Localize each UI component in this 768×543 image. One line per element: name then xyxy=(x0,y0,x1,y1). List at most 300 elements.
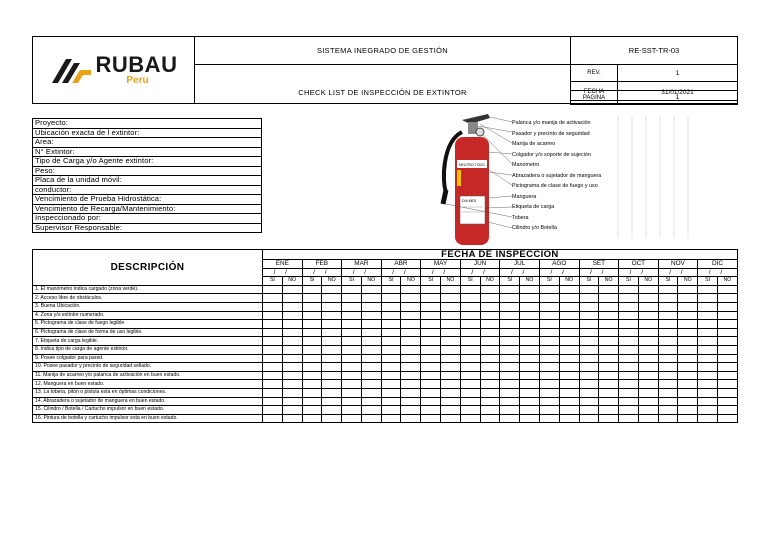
check-cell[interactable] xyxy=(698,328,718,337)
check-cell[interactable] xyxy=(599,406,619,415)
check-cell[interactable] xyxy=(282,354,302,363)
check-cell[interactable] xyxy=(441,294,461,303)
check-cell[interactable] xyxy=(658,354,678,363)
check-cell[interactable] xyxy=(322,397,342,406)
check-cell[interactable] xyxy=(342,388,362,397)
check-cell[interactable] xyxy=(539,354,559,363)
check-cell[interactable] xyxy=(460,345,480,354)
check-cell[interactable] xyxy=(401,414,421,423)
check-cell[interactable] xyxy=(302,285,322,294)
check-cell[interactable] xyxy=(619,328,639,337)
check-cell[interactable] xyxy=(539,294,559,303)
check-cell[interactable] xyxy=(401,302,421,311)
check-cell[interactable] xyxy=(678,294,698,303)
check-cell[interactable] xyxy=(638,371,658,380)
check-cell[interactable] xyxy=(441,302,461,311)
check-cell[interactable] xyxy=(460,388,480,397)
check-cell[interactable] xyxy=(342,345,362,354)
check-cell[interactable] xyxy=(401,363,421,372)
check-cell[interactable] xyxy=(302,380,322,389)
check-cell[interactable] xyxy=(282,302,302,311)
check-cell[interactable] xyxy=(263,311,283,320)
check-cell[interactable] xyxy=(401,397,421,406)
check-cell[interactable] xyxy=(500,406,520,415)
check-cell[interactable] xyxy=(381,285,401,294)
check-cell[interactable] xyxy=(322,371,342,380)
check-cell[interactable] xyxy=(361,388,381,397)
check-cell[interactable] xyxy=(658,397,678,406)
check-cell[interactable] xyxy=(539,397,559,406)
check-cell[interactable] xyxy=(717,302,737,311)
check-cell[interactable] xyxy=(619,302,639,311)
check-cell[interactable] xyxy=(717,371,737,380)
check-cell[interactable] xyxy=(500,363,520,372)
check-cell[interactable] xyxy=(342,294,362,303)
check-cell[interactable] xyxy=(579,354,599,363)
check-cell[interactable] xyxy=(263,354,283,363)
check-cell[interactable] xyxy=(460,294,480,303)
check-cell[interactable] xyxy=(500,337,520,346)
check-cell[interactable] xyxy=(579,345,599,354)
date-slash-field[interactable]: / / xyxy=(619,268,659,277)
check-cell[interactable] xyxy=(520,354,540,363)
check-cell[interactable] xyxy=(361,328,381,337)
check-cell[interactable] xyxy=(539,337,559,346)
check-cell[interactable] xyxy=(559,320,579,329)
check-cell[interactable] xyxy=(539,328,559,337)
check-cell[interactable] xyxy=(619,406,639,415)
check-cell[interactable] xyxy=(480,388,500,397)
check-cell[interactable] xyxy=(401,371,421,380)
check-cell[interactable] xyxy=(460,380,480,389)
check-cell[interactable] xyxy=(698,285,718,294)
check-cell[interactable] xyxy=(421,302,441,311)
check-cell[interactable] xyxy=(500,414,520,423)
check-cell[interactable] xyxy=(559,363,579,372)
check-cell[interactable] xyxy=(717,337,737,346)
check-cell[interactable] xyxy=(302,328,322,337)
check-cell[interactable] xyxy=(638,363,658,372)
check-cell[interactable] xyxy=(480,302,500,311)
check-cell[interactable] xyxy=(361,380,381,389)
date-slash-field[interactable]: / / xyxy=(421,268,461,277)
check-cell[interactable] xyxy=(559,354,579,363)
check-cell[interactable] xyxy=(698,354,718,363)
check-cell[interactable] xyxy=(638,337,658,346)
check-cell[interactable] xyxy=(599,320,619,329)
check-cell[interactable] xyxy=(342,397,362,406)
check-cell[interactable] xyxy=(322,302,342,311)
check-cell[interactable] xyxy=(342,414,362,423)
check-cell[interactable] xyxy=(421,328,441,337)
date-slash-field[interactable]: / / xyxy=(302,268,342,277)
check-cell[interactable] xyxy=(361,414,381,423)
check-cell[interactable] xyxy=(717,414,737,423)
check-cell[interactable] xyxy=(698,397,718,406)
check-cell[interactable] xyxy=(520,320,540,329)
check-cell[interactable] xyxy=(500,354,520,363)
check-cell[interactable] xyxy=(282,363,302,372)
check-cell[interactable] xyxy=(460,406,480,415)
check-cell[interactable] xyxy=(361,302,381,311)
check-cell[interactable] xyxy=(381,354,401,363)
check-cell[interactable] xyxy=(441,345,461,354)
check-cell[interactable] xyxy=(480,294,500,303)
check-cell[interactable] xyxy=(282,311,302,320)
check-cell[interactable] xyxy=(559,337,579,346)
check-cell[interactable] xyxy=(559,397,579,406)
check-cell[interactable] xyxy=(698,406,718,415)
check-cell[interactable] xyxy=(520,302,540,311)
check-cell[interactable] xyxy=(460,371,480,380)
check-cell[interactable] xyxy=(401,354,421,363)
check-cell[interactable] xyxy=(717,380,737,389)
check-cell[interactable] xyxy=(658,311,678,320)
check-cell[interactable] xyxy=(579,371,599,380)
check-cell[interactable] xyxy=(441,371,461,380)
check-cell[interactable] xyxy=(619,320,639,329)
check-cell[interactable] xyxy=(421,294,441,303)
check-cell[interactable] xyxy=(441,406,461,415)
check-cell[interactable] xyxy=(678,414,698,423)
check-cell[interactable] xyxy=(381,311,401,320)
check-cell[interactable] xyxy=(638,380,658,389)
check-cell[interactable] xyxy=(263,337,283,346)
check-cell[interactable] xyxy=(381,397,401,406)
check-cell[interactable] xyxy=(302,354,322,363)
check-cell[interactable] xyxy=(342,320,362,329)
check-cell[interactable] xyxy=(263,320,283,329)
check-cell[interactable] xyxy=(500,397,520,406)
check-cell[interactable] xyxy=(599,354,619,363)
check-cell[interactable] xyxy=(678,371,698,380)
date-slash-field[interactable]: / / xyxy=(381,268,421,277)
check-cell[interactable] xyxy=(579,302,599,311)
check-cell[interactable] xyxy=(520,414,540,423)
check-cell[interactable] xyxy=(282,285,302,294)
check-cell[interactable] xyxy=(520,406,540,415)
check-cell[interactable] xyxy=(638,414,658,423)
check-cell[interactable] xyxy=(460,354,480,363)
check-cell[interactable] xyxy=(579,380,599,389)
check-cell[interactable] xyxy=(500,320,520,329)
check-cell[interactable] xyxy=(698,345,718,354)
check-cell[interactable] xyxy=(421,397,441,406)
check-cell[interactable] xyxy=(441,397,461,406)
check-cell[interactable] xyxy=(421,311,441,320)
check-cell[interactable] xyxy=(638,294,658,303)
check-cell[interactable] xyxy=(500,311,520,320)
check-cell[interactable] xyxy=(559,371,579,380)
check-cell[interactable] xyxy=(480,406,500,415)
check-cell[interactable] xyxy=(717,406,737,415)
check-cell[interactable] xyxy=(638,311,658,320)
check-cell[interactable] xyxy=(658,285,678,294)
check-cell[interactable] xyxy=(480,414,500,423)
check-cell[interactable] xyxy=(421,345,441,354)
check-cell[interactable] xyxy=(282,328,302,337)
check-cell[interactable] xyxy=(559,414,579,423)
check-cell[interactable] xyxy=(599,397,619,406)
check-cell[interactable] xyxy=(658,406,678,415)
check-cell[interactable] xyxy=(559,294,579,303)
check-cell[interactable] xyxy=(441,354,461,363)
check-cell[interactable] xyxy=(441,285,461,294)
check-cell[interactable] xyxy=(401,345,421,354)
check-cell[interactable] xyxy=(619,311,639,320)
check-cell[interactable] xyxy=(322,354,342,363)
check-cell[interactable] xyxy=(421,388,441,397)
check-cell[interactable] xyxy=(619,371,639,380)
check-cell[interactable] xyxy=(480,354,500,363)
check-cell[interactable] xyxy=(717,320,737,329)
check-cell[interactable] xyxy=(361,311,381,320)
check-cell[interactable] xyxy=(500,285,520,294)
check-cell[interactable] xyxy=(441,363,461,372)
check-cell[interactable] xyxy=(381,414,401,423)
check-cell[interactable] xyxy=(717,363,737,372)
check-cell[interactable] xyxy=(559,345,579,354)
check-cell[interactable] xyxy=(579,311,599,320)
check-cell[interactable] xyxy=(678,406,698,415)
check-cell[interactable] xyxy=(460,328,480,337)
check-cell[interactable] xyxy=(480,363,500,372)
check-cell[interactable] xyxy=(322,337,342,346)
check-cell[interactable] xyxy=(401,294,421,303)
check-cell[interactable] xyxy=(559,388,579,397)
check-cell[interactable] xyxy=(559,328,579,337)
check-cell[interactable] xyxy=(539,406,559,415)
check-cell[interactable] xyxy=(361,337,381,346)
check-cell[interactable] xyxy=(441,320,461,329)
check-cell[interactable] xyxy=(619,388,639,397)
check-cell[interactable] xyxy=(678,337,698,346)
check-cell[interactable] xyxy=(698,371,718,380)
check-cell[interactable] xyxy=(421,414,441,423)
check-cell[interactable] xyxy=(599,328,619,337)
check-cell[interactable] xyxy=(480,328,500,337)
check-cell[interactable] xyxy=(302,320,322,329)
check-cell[interactable] xyxy=(381,320,401,329)
check-cell[interactable] xyxy=(599,363,619,372)
check-cell[interactable] xyxy=(500,328,520,337)
check-cell[interactable] xyxy=(460,414,480,423)
check-cell[interactable] xyxy=(322,406,342,415)
check-cell[interactable] xyxy=(263,345,283,354)
check-cell[interactable] xyxy=(302,345,322,354)
date-slash-field[interactable]: / / xyxy=(263,268,303,277)
check-cell[interactable] xyxy=(381,363,401,372)
check-cell[interactable] xyxy=(263,406,283,415)
check-cell[interactable] xyxy=(441,311,461,320)
check-cell[interactable] xyxy=(539,414,559,423)
check-cell[interactable] xyxy=(717,294,737,303)
check-cell[interactable] xyxy=(441,328,461,337)
date-slash-field[interactable]: / / xyxy=(539,268,579,277)
check-cell[interactable] xyxy=(520,388,540,397)
check-cell[interactable] xyxy=(480,337,500,346)
check-cell[interactable] xyxy=(678,285,698,294)
check-cell[interactable] xyxy=(658,388,678,397)
check-cell[interactable] xyxy=(559,311,579,320)
check-cell[interactable] xyxy=(579,328,599,337)
check-cell[interactable] xyxy=(520,328,540,337)
check-cell[interactable] xyxy=(500,380,520,389)
check-cell[interactable] xyxy=(441,380,461,389)
check-cell[interactable] xyxy=(520,337,540,346)
check-cell[interactable] xyxy=(282,414,302,423)
check-cell[interactable] xyxy=(302,397,322,406)
check-cell[interactable] xyxy=(302,371,322,380)
check-cell[interactable] xyxy=(342,328,362,337)
check-cell[interactable] xyxy=(342,354,362,363)
check-cell[interactable] xyxy=(658,414,678,423)
check-cell[interactable] xyxy=(520,371,540,380)
check-cell[interactable] xyxy=(282,388,302,397)
check-cell[interactable] xyxy=(619,354,639,363)
check-cell[interactable] xyxy=(342,285,362,294)
check-cell[interactable] xyxy=(282,397,302,406)
check-cell[interactable] xyxy=(717,388,737,397)
check-cell[interactable] xyxy=(441,414,461,423)
check-cell[interactable] xyxy=(658,302,678,311)
check-cell[interactable] xyxy=(500,345,520,354)
check-cell[interactable] xyxy=(520,345,540,354)
check-cell[interactable] xyxy=(263,328,283,337)
check-cell[interactable] xyxy=(698,337,718,346)
check-cell[interactable] xyxy=(579,406,599,415)
date-slash-field[interactable]: / / xyxy=(500,268,540,277)
check-cell[interactable] xyxy=(421,320,441,329)
check-cell[interactable] xyxy=(460,311,480,320)
check-cell[interactable] xyxy=(342,337,362,346)
check-cell[interactable] xyxy=(342,311,362,320)
check-cell[interactable] xyxy=(678,328,698,337)
check-cell[interactable] xyxy=(678,388,698,397)
check-cell[interactable] xyxy=(401,337,421,346)
check-cell[interactable] xyxy=(302,337,322,346)
check-cell[interactable] xyxy=(579,397,599,406)
check-cell[interactable] xyxy=(381,406,401,415)
check-cell[interactable] xyxy=(599,371,619,380)
check-cell[interactable] xyxy=(698,380,718,389)
check-cell[interactable] xyxy=(480,371,500,380)
check-cell[interactable] xyxy=(579,285,599,294)
check-cell[interactable] xyxy=(658,380,678,389)
check-cell[interactable] xyxy=(342,380,362,389)
check-cell[interactable] xyxy=(302,406,322,415)
check-cell[interactable] xyxy=(539,302,559,311)
check-cell[interactable] xyxy=(520,294,540,303)
check-cell[interactable] xyxy=(619,363,639,372)
check-cell[interactable] xyxy=(678,345,698,354)
check-cell[interactable] xyxy=(381,388,401,397)
check-cell[interactable] xyxy=(638,388,658,397)
check-cell[interactable] xyxy=(619,345,639,354)
check-cell[interactable] xyxy=(361,371,381,380)
check-cell[interactable] xyxy=(599,285,619,294)
date-slash-field[interactable]: / / xyxy=(698,268,738,277)
check-cell[interactable] xyxy=(539,285,559,294)
check-cell[interactable] xyxy=(361,406,381,415)
check-cell[interactable] xyxy=(500,302,520,311)
check-cell[interactable] xyxy=(599,302,619,311)
check-cell[interactable] xyxy=(302,414,322,423)
check-cell[interactable] xyxy=(421,406,441,415)
check-cell[interactable] xyxy=(441,388,461,397)
check-cell[interactable] xyxy=(282,320,302,329)
check-cell[interactable] xyxy=(361,345,381,354)
check-cell[interactable] xyxy=(638,406,658,415)
check-cell[interactable] xyxy=(638,397,658,406)
check-cell[interactable] xyxy=(539,388,559,397)
check-cell[interactable] xyxy=(520,363,540,372)
check-cell[interactable] xyxy=(559,406,579,415)
check-cell[interactable] xyxy=(480,380,500,389)
check-cell[interactable] xyxy=(322,380,342,389)
check-cell[interactable] xyxy=(539,380,559,389)
check-cell[interactable] xyxy=(480,397,500,406)
check-cell[interactable] xyxy=(322,285,342,294)
check-cell[interactable] xyxy=(539,311,559,320)
check-cell[interactable] xyxy=(638,328,658,337)
check-cell[interactable] xyxy=(263,397,283,406)
check-cell[interactable] xyxy=(638,345,658,354)
check-cell[interactable] xyxy=(717,354,737,363)
check-cell[interactable] xyxy=(361,363,381,372)
check-cell[interactable] xyxy=(500,388,520,397)
check-cell[interactable] xyxy=(263,414,283,423)
check-cell[interactable] xyxy=(599,294,619,303)
check-cell[interactable] xyxy=(421,380,441,389)
check-cell[interactable] xyxy=(282,294,302,303)
check-cell[interactable] xyxy=(460,302,480,311)
check-cell[interactable] xyxy=(539,320,559,329)
check-cell[interactable] xyxy=(421,363,441,372)
check-cell[interactable] xyxy=(401,285,421,294)
check-cell[interactable] xyxy=(599,345,619,354)
check-cell[interactable] xyxy=(421,285,441,294)
check-cell[interactable] xyxy=(381,328,401,337)
check-cell[interactable] xyxy=(520,285,540,294)
check-cell[interactable] xyxy=(599,380,619,389)
check-cell[interactable] xyxy=(678,311,698,320)
check-cell[interactable] xyxy=(579,388,599,397)
check-cell[interactable] xyxy=(579,337,599,346)
check-cell[interactable] xyxy=(579,363,599,372)
check-cell[interactable] xyxy=(539,371,559,380)
check-cell[interactable] xyxy=(342,302,362,311)
check-cell[interactable] xyxy=(401,320,421,329)
check-cell[interactable] xyxy=(717,345,737,354)
check-cell[interactable] xyxy=(263,388,283,397)
check-cell[interactable] xyxy=(401,311,421,320)
check-cell[interactable] xyxy=(460,285,480,294)
check-cell[interactable] xyxy=(658,345,678,354)
check-cell[interactable] xyxy=(322,311,342,320)
check-cell[interactable] xyxy=(658,328,678,337)
check-cell[interactable] xyxy=(342,406,362,415)
check-cell[interactable] xyxy=(579,320,599,329)
check-cell[interactable] xyxy=(579,294,599,303)
check-cell[interactable] xyxy=(381,337,401,346)
check-cell[interactable] xyxy=(460,397,480,406)
check-cell[interactable] xyxy=(698,414,718,423)
check-cell[interactable] xyxy=(480,311,500,320)
check-cell[interactable] xyxy=(480,285,500,294)
check-cell[interactable] xyxy=(342,363,362,372)
check-cell[interactable] xyxy=(658,371,678,380)
